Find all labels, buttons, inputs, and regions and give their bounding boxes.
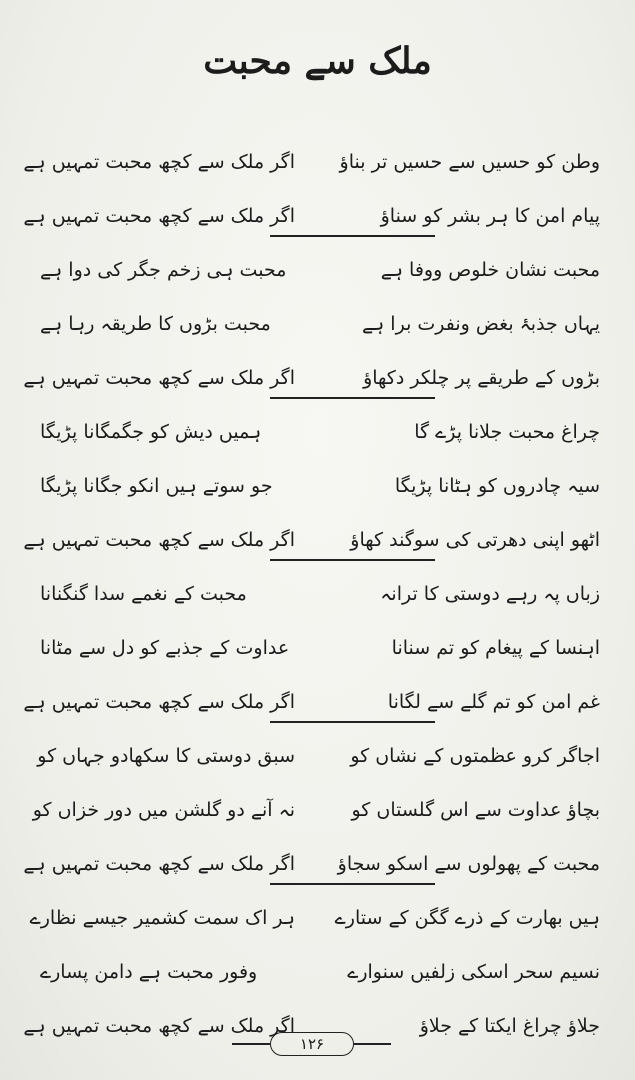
first-hemistich: یہاں جذبۂ بغض ونفرت برا ہے (362, 313, 600, 335)
poem-line (40, 621, 600, 677)
poem-line (40, 297, 600, 353)
page-number: ۱۲۶ (270, 1032, 354, 1056)
page-number-rule-left (232, 1043, 270, 1045)
first-hemistich: چراغ محبت جلانا پڑے گا (414, 421, 600, 443)
second-hemistich: اگر ملک سے کچھ محبت تمہیں ہے (23, 151, 295, 173)
poem-line (23, 675, 600, 731)
refrain-underline (270, 721, 435, 723)
first-hemistich: غم امن کو تم گلے سے لگانا (387, 691, 600, 713)
first-hemistich: وطن کو حسیں سے حسیں تر بناؤ (339, 151, 600, 173)
first-hemistich: محبت نشان خلوص ووفا ہے (380, 259, 600, 281)
poem-line (40, 459, 600, 515)
first-hemistich: بڑوں کے طریقے پر چلکر دکھاؤ (363, 367, 600, 389)
poem-line (40, 945, 600, 1001)
second-hemistich: محبت ہی زخم جگر کی دوا ہے (40, 259, 287, 281)
poem-line (32, 783, 600, 839)
first-hemistich: ہیں بھارت کے ذرے گگن کے ستارے (334, 907, 600, 929)
poem-line (40, 405, 600, 461)
second-hemistich: اگر ملک سے کچھ محبت تمہیں ہے (23, 205, 295, 227)
second-hemistich: اگر ملک سے کچھ محبت تمہیں ہے (23, 529, 295, 551)
second-hemistich: جو سوتے ہیں انکو جگانا پڑیگا (40, 475, 273, 497)
first-hemistich: زباں پہ رہے دوستی کا ترانہ (380, 583, 600, 605)
poem-line (23, 351, 600, 407)
first-hemistich: محبت کے پھولوں سے اسکو سجاؤ (337, 853, 600, 875)
second-hemistich: نہ آنے دو گلشن میں دور خزاں کو (32, 799, 295, 821)
refrain-underline (270, 397, 435, 399)
second-hemistich: اگر ملک سے کچھ محبت تمہیں ہے (23, 853, 295, 875)
poem-line (23, 135, 600, 191)
poem-line (23, 189, 600, 245)
second-hemistich: اگر ملک سے کچھ محبت تمہیں ہے (23, 367, 295, 389)
second-hemistich: اگر ملک سے کچھ محبت تمہیں ہے (23, 1015, 295, 1037)
first-hemistich: اہنسا کے پیغام کو تم سنانا (391, 637, 600, 659)
second-hemistich: عداوت کے جذبے کو دل سے مٹانا (40, 637, 290, 659)
page-number-rule-right (353, 1043, 391, 1045)
second-hemistich: ہمیں دیش کو جگمگانا پڑیگا (40, 421, 262, 443)
first-hemistich: بچاؤ عداوت سے اس گلستاں کو (351, 799, 600, 821)
second-hemistich: اگر ملک سے کچھ محبت تمہیں ہے (23, 691, 295, 713)
second-hemistich: ہر اک سمت کشمیر جیسے نظارے (29, 907, 295, 929)
second-hemistich: سبق دوستی کا سکھادو جہاں کو (37, 745, 295, 767)
second-hemistich: وفور محبت ہے دامن پسارے (40, 961, 258, 983)
poem-line (40, 243, 600, 299)
first-hemistich: نسیم سحر اسکی زلفیں سنوارے (347, 961, 600, 983)
refrain-underline (270, 559, 435, 561)
poem-title: ملک سے محبت (203, 40, 432, 82)
second-hemistich: محبت کے نغمے سدا گنگنانا (40, 583, 247, 605)
poem-line (40, 567, 600, 623)
poem-line (29, 891, 600, 947)
refrain-underline (270, 883, 435, 885)
first-hemistich: اٹھو اپنی دھرتی کی سوگند کھاؤ (350, 529, 600, 551)
poem-line (23, 837, 600, 893)
poem-line (37, 729, 600, 785)
first-hemistich: پیام امن کا ہر بشر کو سناؤ (380, 205, 600, 227)
poem-line (23, 513, 600, 569)
first-hemistich: جلاؤ چراغ ایکتا کے جلاؤ (419, 1015, 600, 1037)
second-hemistich: محبت بڑوں کا طریقہ رہا ہے (40, 313, 271, 335)
refrain-underline (270, 235, 435, 237)
first-hemistich: اجاگر کرو عظمتوں کے نشاں کو (350, 745, 600, 767)
first-hemistich: سیہ چادروں کو ہٹانا پڑیگا (394, 475, 600, 497)
